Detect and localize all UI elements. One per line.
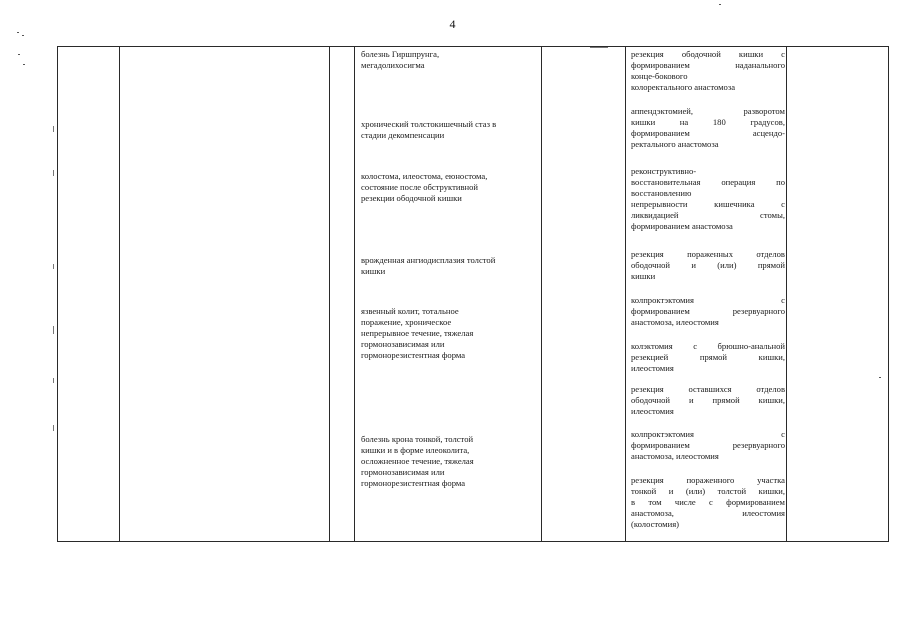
text-line: гормонозависимая или [361, 339, 445, 349]
scan-tick [53, 425, 54, 431]
treatment-cell [631, 106, 785, 150]
text-line: поражение, хроническое [361, 317, 452, 327]
column-border [625, 46, 626, 541]
text-line: ликвидацией стомы, [631, 210, 785, 220]
text-line: хронический толстокишечный стаз в [361, 119, 497, 129]
treatment-cell [631, 295, 785, 328]
scan-tick [53, 264, 54, 269]
diagnosis-cell [361, 434, 474, 489]
text-line: формированием анастомоза [631, 221, 733, 231]
text-line: состояние после обструктивной [361, 182, 478, 192]
column-border [786, 46, 787, 541]
column-border [541, 46, 542, 541]
treatment-cell [631, 249, 785, 282]
treatment-cell [631, 475, 785, 530]
text-line: в том числе с формированием [631, 497, 785, 507]
text-line: илеостомия [631, 363, 674, 373]
scan-tick [53, 326, 54, 334]
column-border [354, 46, 355, 541]
scan-tick [53, 126, 54, 132]
text-line: стадии декомпенсации [361, 130, 445, 140]
text-line: формированием резервуарного [631, 440, 785, 450]
text-line: (колостомия) [631, 519, 680, 529]
text-line: кишки [631, 271, 656, 281]
scan-speck [719, 4, 721, 5]
scan-speck [22, 35, 24, 36]
scan-tick [590, 47, 608, 48]
column-border [329, 46, 330, 541]
text-line: восстановлению [631, 188, 692, 198]
column-border [888, 46, 889, 541]
treatment-cell [631, 341, 785, 374]
column-border [57, 46, 58, 541]
text-line: резекция пораженного участка [631, 475, 785, 485]
table-top-border [57, 46, 889, 47]
treatment-cell [631, 429, 785, 462]
text-line: формированием резервуарного [631, 306, 785, 316]
text-line: колэктомия с брюшно-анальной [631, 341, 785, 351]
treatment-cell [631, 49, 785, 93]
scan-speck [18, 54, 20, 55]
text-line: колостома, илеостома, еюностома, [361, 171, 488, 181]
text-line: гормонорезистентная форма [361, 478, 466, 488]
scan-tick [53, 170, 54, 176]
text-line: осложненное течение, тяжелая [361, 456, 474, 466]
treatment-cell [631, 384, 785, 417]
diagnosis-cell [361, 171, 487, 204]
text-line: восстановительная операция по [631, 177, 785, 187]
text-line: кишки и в форме илеоколита, [361, 445, 470, 455]
text-line: тонкой и (или) толстой кишки, [631, 486, 785, 496]
text-line: реконструктивно- [631, 166, 697, 176]
text-line: ректального анастомоза [631, 139, 719, 149]
text-line: болезнь крона тонкой, толстой [361, 434, 474, 444]
text-line: колоректального анастомоза [631, 82, 736, 92]
scan-tick [53, 378, 54, 383]
text-line: непрерывности кишечника с [631, 199, 785, 209]
text-line: резекция ободочной кишки с [631, 49, 785, 59]
text-line: колпроктэктомия с [631, 429, 785, 439]
text-line: резекция пораженных отделов [631, 249, 785, 259]
text-line: формированием асцендо- [631, 128, 785, 138]
text-line: мегадолихосигма [361, 60, 425, 70]
text-line: илеостомия [631, 406, 674, 416]
diagnosis-cell [361, 49, 439, 71]
diagnosis-cell [361, 306, 473, 361]
text-line: резекции ободочной кишки [361, 193, 462, 203]
scan-speck [17, 32, 19, 33]
text-line: резекция оставшихся отделов [631, 384, 785, 394]
column-border [119, 46, 120, 541]
text-line: резекцией прямой кишки, [631, 352, 785, 362]
scan-speck [879, 377, 881, 378]
text-line: колпроктэктомия с [631, 295, 785, 305]
text-line: язвенный колит, тотальное [361, 306, 459, 316]
text-line: ободочной и прямой кишки, [631, 395, 785, 405]
text-line: анастомоза, илеостомия [631, 317, 719, 327]
text-line: врожденная ангиодисплазия толстой [361, 255, 496, 265]
text-line: ободочной и (или) прямой [631, 260, 785, 270]
text-line: гормонорезистентная форма [361, 350, 466, 360]
table-bottom-border [57, 541, 889, 542]
text-line: кишки [361, 266, 386, 276]
text-line: кишки на 180 градусов, [631, 117, 785, 127]
text-line: гормонозависимая или [361, 467, 445, 477]
scan-speck [23, 64, 25, 65]
text-line: анастомоза, илеостомия [631, 451, 719, 461]
diagnosis-cell [361, 119, 496, 141]
diagnosis-cell [361, 255, 495, 277]
page-number: 4 [449, 17, 456, 31]
text-line: конце-бокового [631, 71, 688, 81]
text-line: аппендэктомией, разворотом [631, 106, 785, 116]
treatment-cell [631, 166, 785, 232]
text-line: формированием наданального [631, 60, 785, 70]
text-line: анастомоза, илеостомия [631, 508, 785, 518]
text-line: непрерывное течение, тяжелая [361, 328, 474, 338]
text-line: болезнь Гиршпрунга, [361, 49, 440, 59]
